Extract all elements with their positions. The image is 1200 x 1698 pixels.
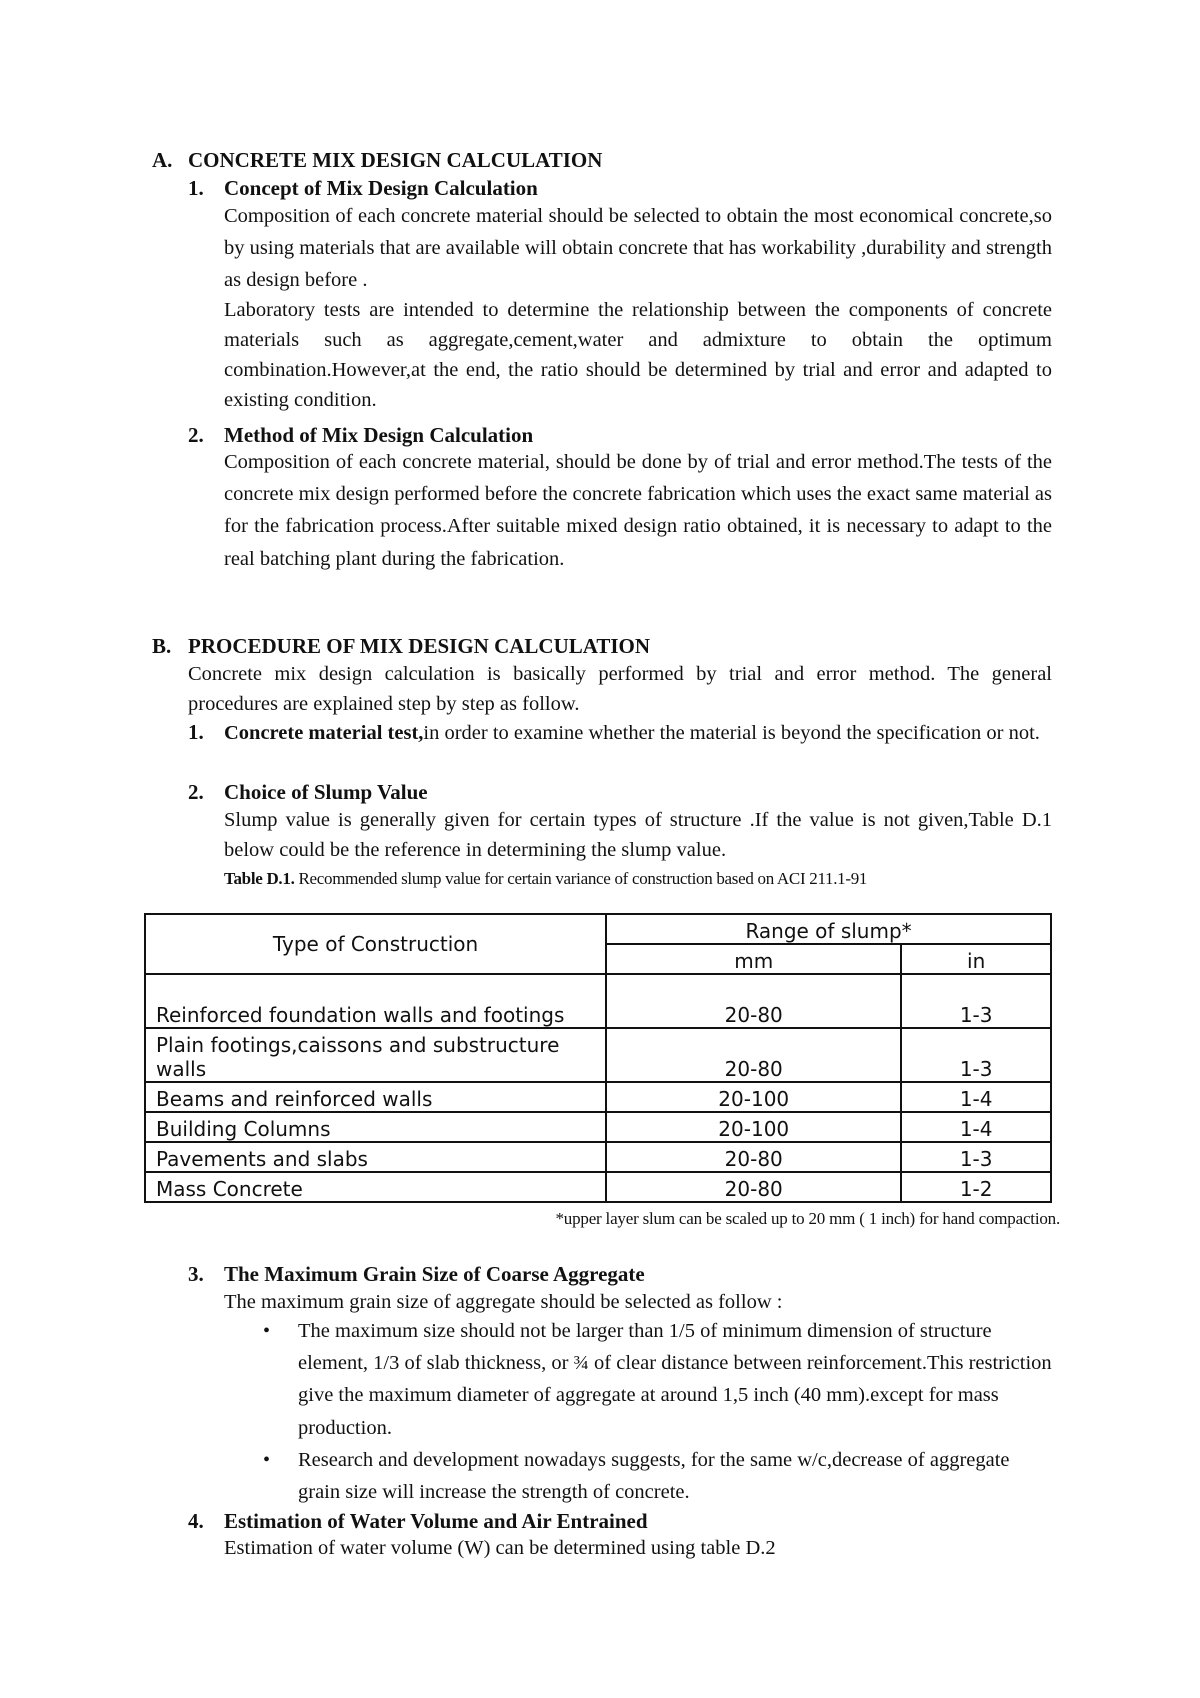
section-a-title: CONCRETE MIX DESIGN CALCULATION xyxy=(188,148,603,172)
section-b-intro: Concrete mix design calculation is basically performed by trial and error method. The general procedures are explained step by step as follow. xyxy=(188,663,1052,715)
b2-heading xyxy=(188,778,428,806)
a1-title: Concept of Mix Design Calculation xyxy=(224,176,538,200)
a1-heading xyxy=(188,174,538,202)
b3-title: The Maximum Grain Size of Coarse Aggregate xyxy=(224,1262,645,1286)
table-row xyxy=(145,1112,1051,1142)
table-header-row xyxy=(145,914,1051,944)
row-in: 1-3 xyxy=(901,1142,1051,1172)
row-type: Beams and reinforced walls xyxy=(145,1082,606,1112)
row-mm: 20-80 xyxy=(606,1028,901,1082)
table-caption-label: Table D.1. xyxy=(224,869,295,888)
header-range-of-slump: Range of slump* xyxy=(606,914,1051,944)
b1-text-block xyxy=(224,718,1052,748)
row-type: Reinforced foundation walls and footings xyxy=(145,974,606,1028)
b1-text: in order to examine whether the material is beyond the specification or not. xyxy=(423,722,1040,744)
header-mm: mm xyxy=(606,944,901,974)
b3-number: 3. xyxy=(188,1262,204,1286)
b1-block xyxy=(188,718,1052,748)
table-row xyxy=(145,1142,1051,1172)
bullet-text: The maximum size should not be larger than 1/5 of minimum dimension of structure element, 1/3 of slab thickness, or ¾ of clear distance between reinforcement.This restriction give the maximum diameter of aggregate at around 1,5 inch (40 mm).except for mass production. xyxy=(298,1320,1052,1439)
b2-paragraph: Slump value is generally given for certain types of structure .If the value is not given,Table D.1 below could be the reference in determining the slump value. xyxy=(224,809,1052,861)
header-in: in xyxy=(901,944,1051,974)
table-row xyxy=(145,1028,1051,1082)
row-mm: 20-100 xyxy=(606,1082,901,1112)
table-caption-text: Recommended slump value for certain variance of construction based on ACI 211.1-91 xyxy=(294,869,868,888)
b1-number: 1. xyxy=(188,720,204,744)
a1-paragraph-2: Laboratory tests are intended to determine the relationship between the components of concrete materials such as aggregate,cement,water and admixture to obtain the optimum combination.However,at the end, the ratio should be determined by trial and error and adapted to existing condition. xyxy=(224,299,1052,411)
row-type: Mass Concrete xyxy=(145,1172,606,1202)
table-footnote: *upper layer slum can be scaled up to 20 mm ( 1 inch) for hand compaction. xyxy=(555,1209,1060,1228)
section-a-label: A. xyxy=(152,148,173,172)
row-type: Plain footings,caissons and substructure walls xyxy=(145,1028,606,1082)
bullet-icon: • xyxy=(263,1448,271,1471)
b4-text: Estimation of water volume (W) can be determined using table D.2 xyxy=(224,1537,776,1559)
b2-number: 2. xyxy=(188,780,204,804)
row-mm: 20-100 xyxy=(606,1112,901,1142)
slump-table xyxy=(144,913,1052,1203)
table-row xyxy=(145,1172,1051,1202)
b2-title: Choice of Slump Value xyxy=(224,780,428,804)
b1-title: Concrete material test, xyxy=(224,722,424,744)
row-in: 1-3 xyxy=(901,1028,1051,1082)
section-b-heading xyxy=(152,632,650,660)
a2-number: 2. xyxy=(188,423,204,447)
b4-heading xyxy=(188,1507,648,1535)
bullet-icon: • xyxy=(263,1320,271,1342)
row-in: 1-4 xyxy=(901,1082,1051,1112)
section-b-title: PROCEDURE OF MIX DESIGN CALCULATION xyxy=(188,634,651,658)
bullet-text: Research and development nowadays suggests, for the same w/c,decrease of aggregate grain size will increase the strength of concrete. xyxy=(298,1448,1010,1504)
a2-heading xyxy=(188,421,533,449)
row-mm: 20-80 xyxy=(606,974,901,1028)
row-in: 1-4 xyxy=(901,1112,1051,1142)
b3-intro: The maximum grain size of aggregate should be selected as follow : xyxy=(224,1291,783,1313)
b3-bullet-list xyxy=(263,1315,1056,1508)
a2-paragraph: Composition of each concrete material, should be done by of trial and error method.The tests of the concrete mix design performed before the concrete fabrication which uses the exact same material as for the fabrication process.After suitable mixed design ratio obtained, it is necessary to adapt to the real batching plant during the fabrication. xyxy=(224,451,1052,570)
a2-title: Method of Mix Design Calculation xyxy=(224,423,534,447)
b4-number: 4. xyxy=(188,1509,204,1533)
section-b-label: B. xyxy=(152,634,172,658)
table-row xyxy=(145,1082,1051,1112)
header-type-of-construction: Type of Construction xyxy=(145,914,606,974)
row-in: 1-2 xyxy=(901,1172,1051,1202)
a1-number: 1. xyxy=(188,176,204,200)
row-type: Pavements and slabs xyxy=(145,1142,606,1172)
table-caption xyxy=(224,868,867,890)
list-item xyxy=(263,1444,1056,1508)
table-row xyxy=(145,974,1051,1028)
row-in: 1-3 xyxy=(901,974,1051,1028)
row-mm: 20-80 xyxy=(606,1172,901,1202)
a1-paragraph-1: Composition of each concrete material should be selected to obtain the most economical concrete,so by using materials that are available will obtain concrete that has workability ,durability and strength as design before . xyxy=(224,205,1052,292)
b4-title: Estimation of Water Volume and Air Entrained xyxy=(224,1509,648,1533)
list-item xyxy=(263,1315,1056,1444)
b3-heading xyxy=(188,1260,645,1288)
section-a-heading xyxy=(152,146,602,174)
row-mm: 20-80 xyxy=(606,1142,901,1172)
row-type: Building Columns xyxy=(145,1112,606,1142)
